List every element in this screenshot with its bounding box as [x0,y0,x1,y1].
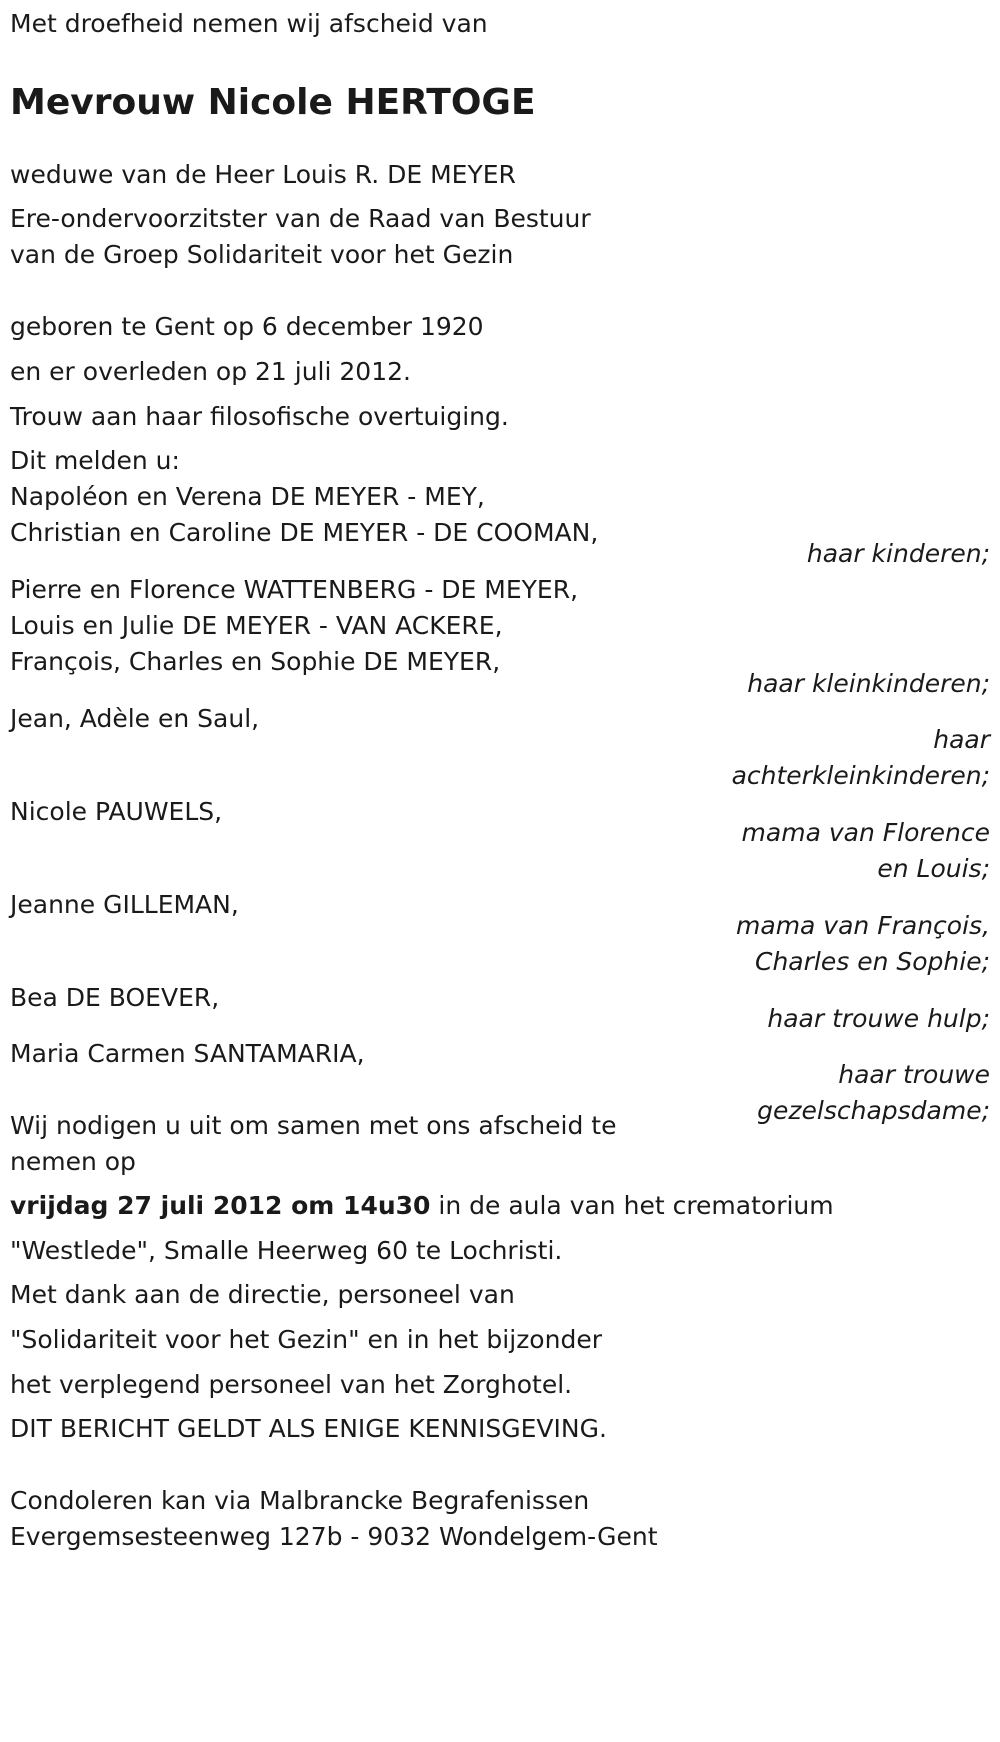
ceremony-line [10,1186,834,1226]
family-grandchildren-2: Louis en Julie DE MEYER - VAN ACKERE, [10,611,503,640]
invite-line-2: nemen op [10,1147,136,1176]
announce-line: Dit melden u: [10,446,180,475]
condolence-line-2: Evergemsesteenweg 127b - 9032 Wondelgem-Gent [10,1522,658,1551]
role-great-1: haar [933,725,990,754]
thanks-line-3: het verplegend personeel van het Zorghotel. [10,1370,573,1399]
notice-line: DIT BERICHT GELDT ALS ENIGE KENNISGEVING. [10,1414,607,1443]
death-line: en er overleden op 21 juli 2012. [10,357,411,386]
family-boever: Bea DE BOEVER, [10,983,220,1012]
intro-line: Met droefheid nemen wij afscheid van [10,9,488,38]
role-great-2: achterkleinkinderen; [731,761,990,790]
condolence-line-1: Condoleren kan via Malbrancke Begrafenissen [10,1486,590,1515]
role-gilleman-1: mama van François, [736,911,990,940]
family-grandchildren-1: Pierre en Florence WATTENBERG - DE MEYER, [10,575,579,604]
role-santamaria-2: gezelschapsdame; [757,1096,990,1125]
role-boever: haar trouwe hulp; [767,1004,990,1033]
family-children-1: Napoléon en Verena DE MEYER - MEY, [10,482,485,511]
family-children-2: Christian en Caroline DE MEYER - DE COOMAN, [10,518,599,547]
birth-line: geboren te Gent op 6 december 1920 [10,312,484,341]
role-santamaria-1: haar trouwe [838,1060,990,1089]
family-santamaria: Maria Carmen SANTAMARIA, [10,1039,365,1068]
ceremony-address: "Westlede", Smalle Heerweg 60 te Lochristi. [10,1236,563,1265]
invite-line-1: Wij nodigen u uit om samen met ons afscheid te [10,1111,617,1140]
ceremony-place: in de aula van het crematorium [430,1191,834,1220]
honorary-title-line-1: Ere-ondervoorzitster van de Raad van Bestuur [10,204,591,233]
conviction-line: Trouw aan haar filosofische overtuiging. [10,402,509,431]
role-children: haar kinderen; [806,539,990,568]
thanks-line-2: "Solidariteit voor het Gezin" en in het bijzonder [10,1325,602,1354]
family-gilleman: Jeanne GILLEMAN, [10,890,239,919]
role-gilleman-2: Charles en Sophie; [755,947,990,976]
family-grandchildren-3: François, Charles en Sophie DE MEYER, [10,647,501,676]
role-pauwels-2: en Louis; [877,854,990,883]
role-pauwels-1: mama van Florence [741,818,990,847]
widow-line: weduwe van de Heer Louis R. DE MEYER [10,160,516,189]
deceased-name: Mevrouw Nicole HERTOGE [10,82,536,123]
role-grandchildren: haar kleinkinderen; [747,669,990,698]
family-pauwels: Nicole PAUWELS, [10,797,223,826]
ceremony-date: vrijdag 27 juli 2012 om 14u30 [10,1191,431,1220]
thanks-line-1: Met dank aan de directie, personeel van [10,1280,515,1309]
honorary-title-line-2: van de Groep Solidariteit voor het Gezin [10,240,514,269]
family-great-grandchildren: Jean, Adèle en Saul, [10,704,260,733]
